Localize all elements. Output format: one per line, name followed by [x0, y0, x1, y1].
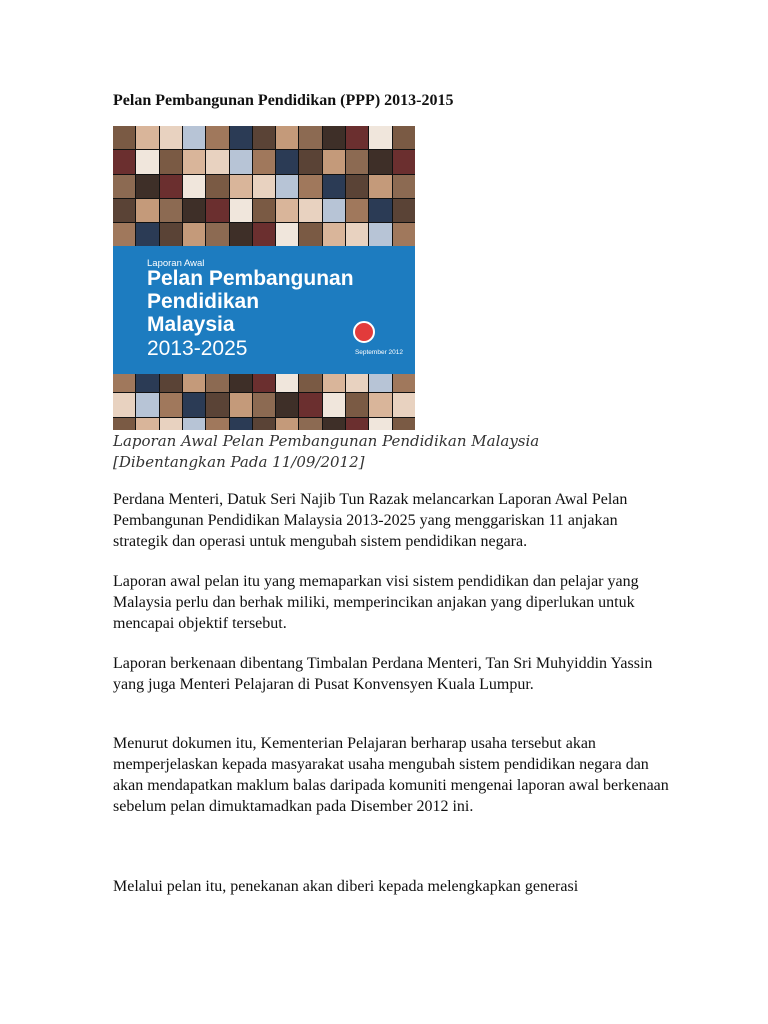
photo-tile	[113, 223, 135, 246]
photo-tile	[299, 126, 321, 149]
photo-tile	[230, 126, 252, 149]
photo-tile	[393, 175, 415, 198]
photo-tile	[160, 418, 182, 430]
photo-tile	[183, 150, 205, 173]
photo-tile	[183, 126, 205, 149]
paragraph-1: Perdana Menteri, Datuk Seri Najib Tun Razak melancarkan Laporan Awal Pelan Pembangunan Pendidikan Malaysia 2013-2025 yang menggariskan 11 anjakan strategik dan operasi untuk mengubah sistem pendidikan negara.	[113, 491, 628, 550]
photo-tile	[136, 126, 158, 149]
photo-tile	[206, 126, 228, 149]
caption-line-2: [Dibentangkan Pada 11/09/2012]	[113, 453, 365, 471]
photo-tile	[113, 175, 135, 198]
photo-tile	[276, 126, 298, 149]
photo-tile	[136, 175, 158, 198]
photo-tile	[183, 418, 205, 430]
photo-tile	[276, 223, 298, 246]
photo-tile	[253, 150, 275, 173]
photo-tile	[276, 175, 298, 198]
photo-tile	[253, 126, 275, 149]
photo-tile	[276, 150, 298, 173]
photo-tile	[183, 199, 205, 222]
photo-tile	[136, 150, 158, 173]
photo-tile	[393, 199, 415, 222]
photo-tile	[369, 418, 391, 430]
photo-tile	[323, 126, 345, 149]
photo-tile	[206, 223, 228, 246]
photo-tile	[160, 150, 182, 173]
paragraph-3: Laporan berkenaan dibentang Timbalan Perdana Menteri, Tan Sri Muhyiddin Yassin yang juga Menteri Pelajaran di Pusat Konvensyen Kuala Lumpur.	[113, 655, 653, 693]
photo-tile	[230, 175, 252, 198]
photo-tile	[369, 223, 391, 246]
photo-tile	[253, 223, 275, 246]
photo-tile	[160, 175, 182, 198]
ministry-crest-icon	[353, 321, 375, 343]
photo-tile	[160, 223, 182, 246]
photo-tile	[276, 393, 298, 416]
photo-tile	[276, 199, 298, 222]
photo-tile	[136, 199, 158, 222]
report-cover-image	[113, 126, 415, 430]
photo-tile	[323, 199, 345, 222]
photo-tile	[323, 223, 345, 246]
photo-tile	[206, 199, 228, 222]
photo-tile	[136, 223, 158, 246]
photo-tile	[136, 418, 158, 430]
photo-tile	[183, 175, 205, 198]
photo-tile	[230, 223, 252, 246]
photo-tile	[160, 126, 182, 149]
cover-title-line-2: Pendidikan	[147, 290, 260, 313]
photo-tile	[206, 418, 228, 430]
photo-tile	[393, 393, 415, 416]
photo-tile	[253, 418, 275, 430]
photo-tile	[230, 393, 252, 416]
photo-tile	[323, 393, 345, 416]
photo-tile	[393, 223, 415, 246]
paragraph-5: Melalui pelan itu, penekanan akan diberi kepada melengkapkan generasi	[113, 878, 579, 895]
paragraph-4: Menurut dokumen itu, Kementerian Pelajaran berharap usaha tersebut akan memperjelaskan kepada masyarakat usaha mengubah sistem pendidikan negara dan akan mendapatkan maklum balas daripada komuniti mengenai laporan awal berkenaan sebelum pelan dimuktamadkan pada Disember 2012 ini.	[113, 735, 669, 815]
photo-tile	[346, 418, 368, 430]
photo-tile	[276, 418, 298, 430]
photo-tile	[299, 175, 321, 198]
photo-tile	[113, 199, 135, 222]
photo-tile	[299, 199, 321, 222]
photo-tile	[206, 393, 228, 416]
photo-tile	[113, 418, 135, 430]
photo-tile	[369, 175, 391, 198]
photo-tile	[113, 126, 135, 149]
photo-tile	[183, 393, 205, 416]
photo-tile	[346, 175, 368, 198]
photo-tile	[113, 150, 135, 173]
photo-tile	[346, 223, 368, 246]
photo-tile	[393, 418, 415, 430]
photo-tile	[346, 150, 368, 173]
photo-tile	[393, 150, 415, 173]
photo-tile	[299, 393, 321, 416]
photo-tile	[299, 418, 321, 430]
cover-title-line-3: Malaysia	[147, 313, 235, 336]
cover-date: September 2012	[354, 349, 403, 356]
photo-tile	[346, 199, 368, 222]
photo-tile	[206, 150, 228, 173]
photo-tile	[160, 199, 182, 222]
photo-tile	[230, 150, 252, 173]
photo-tile	[323, 175, 345, 198]
photo-tile	[323, 150, 345, 173]
cover-title	[147, 267, 354, 336]
photo-tile	[369, 199, 391, 222]
cover-years: 2013-2025	[147, 337, 248, 360]
photo-tile	[230, 418, 252, 430]
photo-tile	[206, 175, 228, 198]
cover-subtitle: Laporan Awal	[147, 258, 205, 269]
photo-tile	[113, 393, 135, 416]
photo-tile	[183, 223, 205, 246]
cover-title-band	[113, 246, 415, 374]
photo-tile	[299, 150, 321, 173]
photo-tile	[369, 126, 391, 149]
photo-tile	[346, 126, 368, 149]
photo-tile	[369, 393, 391, 416]
photo-tile	[253, 175, 275, 198]
photo-tile	[253, 393, 275, 416]
photo-tile	[136, 393, 158, 416]
photo-tile	[393, 126, 415, 149]
photo-tile	[230, 199, 252, 222]
caption-line-1: Laporan Awal Pelan Pembangunan Pendidikan Malaysia	[113, 432, 540, 450]
photo-tile	[323, 418, 345, 430]
page-title: Pelan Pembangunan Pendidikan (PPP) 2013-2015	[113, 92, 454, 109]
cover-title-line-1: Pelan Pembangunan	[147, 267, 354, 290]
photo-tile	[346, 393, 368, 416]
photo-tile	[160, 393, 182, 416]
photo-tile	[369, 150, 391, 173]
paragraph-2: Laporan awal pelan itu yang memaparkan visi sistem pendidikan dan pelajar yang Malaysia perlu dan berhak miliki, memperincikan anjakan yang diperlukan untuk mencapai objektif tersebut.	[113, 573, 639, 632]
photo-tile	[253, 199, 275, 222]
photo-tile	[299, 223, 321, 246]
image-caption	[113, 431, 539, 473]
